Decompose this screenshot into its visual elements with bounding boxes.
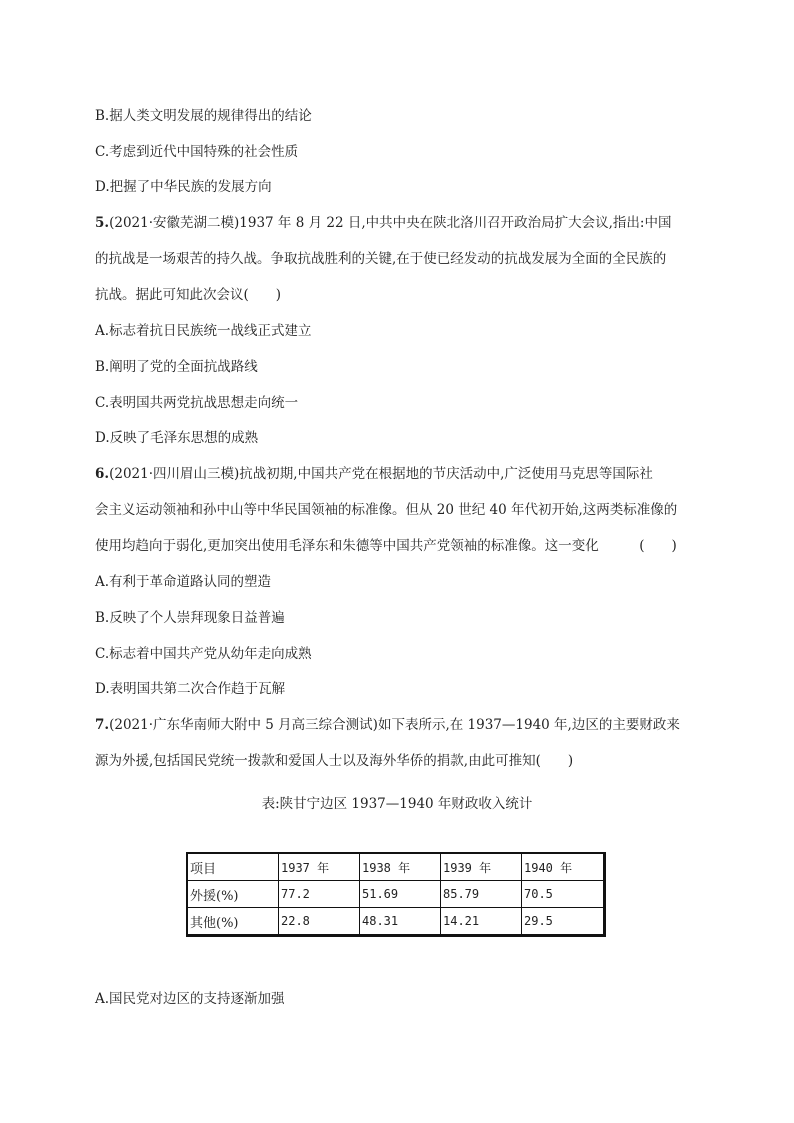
table-header-cell: 1938 年	[360, 853, 441, 881]
table-cell: 外援(%)	[187, 881, 279, 908]
option-d: D.把握了中华民族的发展方向	[95, 179, 272, 195]
table-cell: 14.21	[441, 908, 522, 936]
question-number: 5.	[95, 215, 110, 231]
table-cell: 其他(%)	[187, 908, 279, 936]
q5-option-a: A.标志着抗日民族统一战线正式建立	[95, 323, 312, 339]
table-header-cell: 1940 年	[522, 853, 605, 881]
question-5-line-3: 抗战。据此可知此次会议( )	[95, 287, 282, 303]
question-6-line-3: 使用均趋向于弱化,更加突出使用毛泽东和朱德等中国共产党领袖的标准像。这一变化 ( )	[95, 538, 677, 554]
table-cell: 70.5	[522, 881, 605, 908]
table-cell: 77.2	[279, 881, 360, 908]
question-6-line-2: 会主义运动领袖和孙中山等中华民国领袖的标准像。但从 20 世纪 40 年代初开始,这两类标准像的	[95, 502, 678, 518]
option-b: B.据人类文明发展的规律得出的结论	[95, 108, 312, 124]
table-header-cell: 项目	[187, 853, 279, 881]
question-text: (2021·安徽芜湖二模)1937 年 8 月 22 日,中共中央在陕北洛川召开政治局扩大会议,指出:中国	[109, 215, 672, 231]
q6-option-a: A.有利于革命道路认同的塑造	[95, 574, 272, 590]
question-7-line-1	[95, 716, 680, 734]
table-cell: 85.79	[441, 881, 522, 908]
question-5-line-2: 的抗战是一场艰苦的持久战。争取抗战胜利的关键,在于使已经发动的抗战发展为全面的全民族的	[95, 251, 667, 267]
question-text: (2021·四川眉山三模)抗战初期,中国共产党在根据地的节庆活动中,广泛使用马克思等国际社	[109, 466, 653, 482]
q6-option-b: B.反映了个人崇拜现象日益普遍	[95, 610, 285, 626]
question-7-line-2: 源为外援,包括国民党统一拨款和爱国人士以及海外华侨的捐款,由此可推知( )	[95, 753, 574, 769]
table-header-cell: 1937 年	[279, 853, 360, 881]
q5-option-b: B.阐明了党的全面抗战路线	[95, 359, 258, 375]
q5-option-c: C.表明国共两党抗战思想走向统一	[95, 395, 299, 411]
question-5-line-1	[95, 214, 672, 232]
q6-option-c: C.标志着中国共产党从幼年走向成熟	[95, 646, 312, 662]
table-header-row	[187, 853, 605, 881]
q7-option-a: A.国民党对边区的支持逐渐加强	[95, 991, 285, 1007]
finance-table	[186, 852, 606, 937]
question-6-line-1	[95, 465, 653, 483]
table-cell: 48.31	[360, 908, 441, 936]
q6-option-d: D.表明国共第二次合作趋于瓦解	[95, 681, 286, 697]
table-row	[187, 908, 605, 936]
question-number: 7.	[95, 717, 110, 733]
table-cell: 22.8	[279, 908, 360, 936]
table-cell: 51.69	[360, 881, 441, 908]
table-cell: 29.5	[522, 908, 605, 936]
question-text: (2021·广东华南师大附中 5 月高三综合测试)如下表所示,在 1937—1940 年,边区的主要财政来	[109, 717, 680, 733]
question-number: 6.	[95, 466, 110, 482]
table-header-cell: 1939 年	[441, 853, 522, 881]
option-c: C.考虑到近代中国特殊的社会性质	[95, 144, 299, 160]
q5-option-d: D.反映了毛泽东思想的成熟	[95, 430, 259, 446]
table-row	[187, 881, 605, 908]
table-caption: 表:陕甘宁边区 1937—1940 年财政收入统计	[261, 796, 533, 812]
